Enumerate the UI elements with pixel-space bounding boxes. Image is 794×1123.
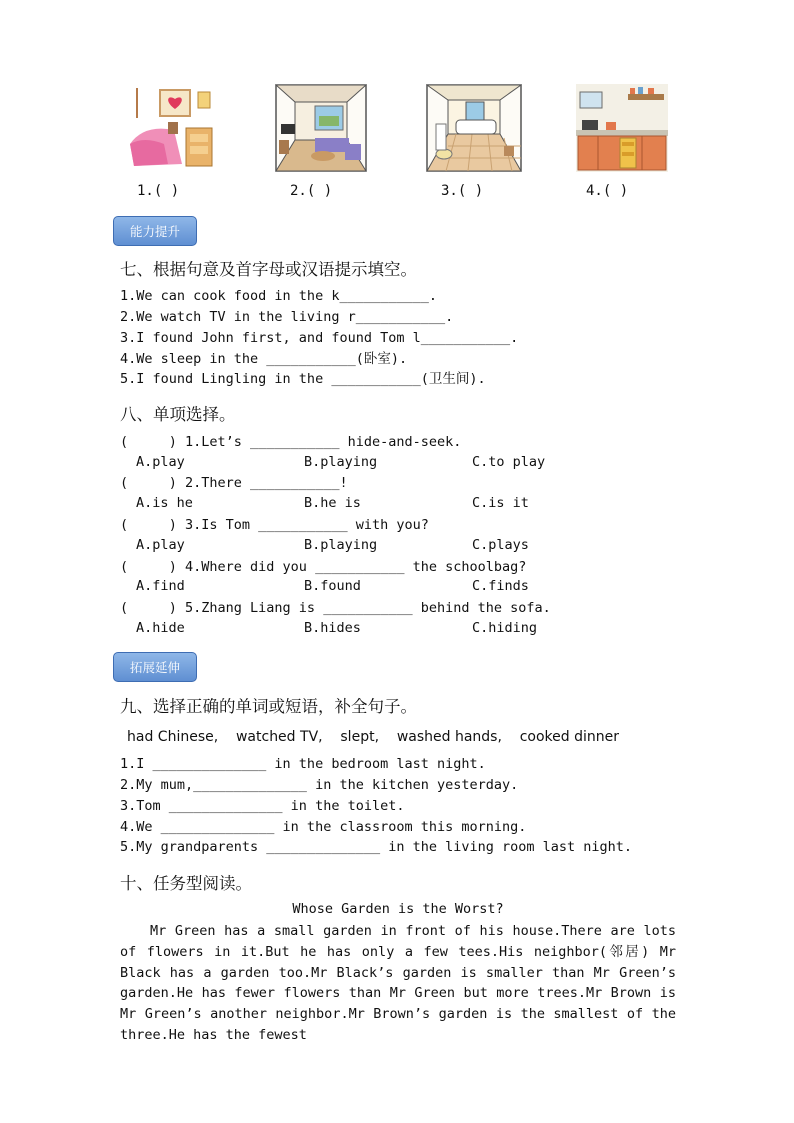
- reading-passage-text: Mr Green has a small garden in front of his house.There are lots of flowers in it.But he has only a few tees.His neighbor(邻居) Mr Black has a garden too.Mr Black’s garden is smaller than Mr Green’s garden.He has fewer flowers than Mr Green but more trees.Mr Brown is Mr Green’s another neighbor.Mr Brown’s garden is the smallest of the three.He has the fewest: [120, 923, 676, 1043]
- word-bank: had Chinese, watched TV, slept, washed hands, cooked dinner: [127, 729, 619, 745]
- section-9-line-5: 5.My grandparents ______________ in the living room last night.: [120, 839, 633, 855]
- living-room-picture: [275, 84, 367, 172]
- section-9-line-3: 3.Tom ______________ in the toilet.: [120, 798, 405, 814]
- question-5-option-b: B.hides: [304, 620, 361, 636]
- question-2-option-c: C.is it: [472, 495, 529, 511]
- section-9-line-1: 1.I ______________ in the bedroom last night.: [120, 756, 486, 772]
- question-1-option-c: C.to play: [472, 454, 546, 470]
- question-2-option-a: A.is he: [136, 495, 193, 511]
- question-2-option-b: B.he is: [304, 495, 361, 511]
- question-3-option-c: C.plays: [472, 537, 529, 553]
- section-8-heading: 八、单项选择。: [120, 405, 236, 424]
- question-4-option-b: B.found: [304, 578, 361, 594]
- question-5-option-c: C.hiding: [472, 620, 538, 636]
- section-10-heading: 十、任务型阅读。: [120, 874, 252, 893]
- section-7-line-2: 2.We watch TV in the living r___________.: [120, 309, 454, 325]
- question-1-option-a: A.play: [136, 454, 185, 470]
- section-7-line-1: 1.We can cook food in the k___________.: [120, 288, 437, 304]
- bathroom-picture: [426, 84, 518, 172]
- question-3-option-a: A.play: [136, 537, 185, 553]
- section-9-heading: 九、选择正确的单词或短语，补全句子。: [120, 697, 417, 716]
- kitchen-picture: [576, 84, 668, 172]
- extension-badge: 拓展延伸: [113, 652, 197, 682]
- picture-number-4: 4.( ): [586, 183, 629, 199]
- question-4-option-c: C.finds: [472, 578, 529, 594]
- picture-number-3: 3.( ): [441, 183, 484, 199]
- section-7-heading: 七、根据句意及首字母或汉语提示填空。: [120, 260, 417, 279]
- question-3: ( ) 3.Is Tom ___________ with you?: [120, 517, 429, 533]
- section-7-line-5: 5.I found Lingling in the ___________(卫生间).: [120, 371, 486, 387]
- question-3-option-b: B.playing: [304, 537, 378, 553]
- reading-title: Whose Garden is the Worst?: [292, 901, 504, 917]
- question-1: ( ) 1.Let’s ___________ hide-and-seek.: [120, 434, 462, 450]
- question-4: ( ) 4.Where did you ___________ the schoolbag?: [120, 559, 527, 575]
- question-4-option-a: A.find: [136, 578, 185, 594]
- question-1-option-b: B.playing: [304, 454, 378, 470]
- ability-improvement-badge: 能力提升: [113, 216, 197, 246]
- bedroom-picture: [124, 84, 216, 172]
- question-2: ( ) 2.There ___________!: [120, 475, 348, 491]
- question-5-option-a: A.hide: [136, 620, 185, 636]
- section-9-line-4: 4.We ______________ in the classroom this morning.: [120, 819, 527, 835]
- picture-number-1: 1.( ): [137, 183, 180, 199]
- section-9-line-2: 2.My mum,______________ in the kitchen yesterday.: [120, 777, 519, 793]
- section-7-line-4: 4.We sleep in the ___________(卧室).: [120, 351, 408, 367]
- question-5: ( ) 5.Zhang Liang is ___________ behind the sofa.: [120, 600, 551, 616]
- reading-passage: [120, 921, 676, 1046]
- section-7-line-3: 3.I found John first, and found Tom l___________.: [120, 330, 519, 346]
- picture-number-2: 2.( ): [290, 183, 333, 199]
